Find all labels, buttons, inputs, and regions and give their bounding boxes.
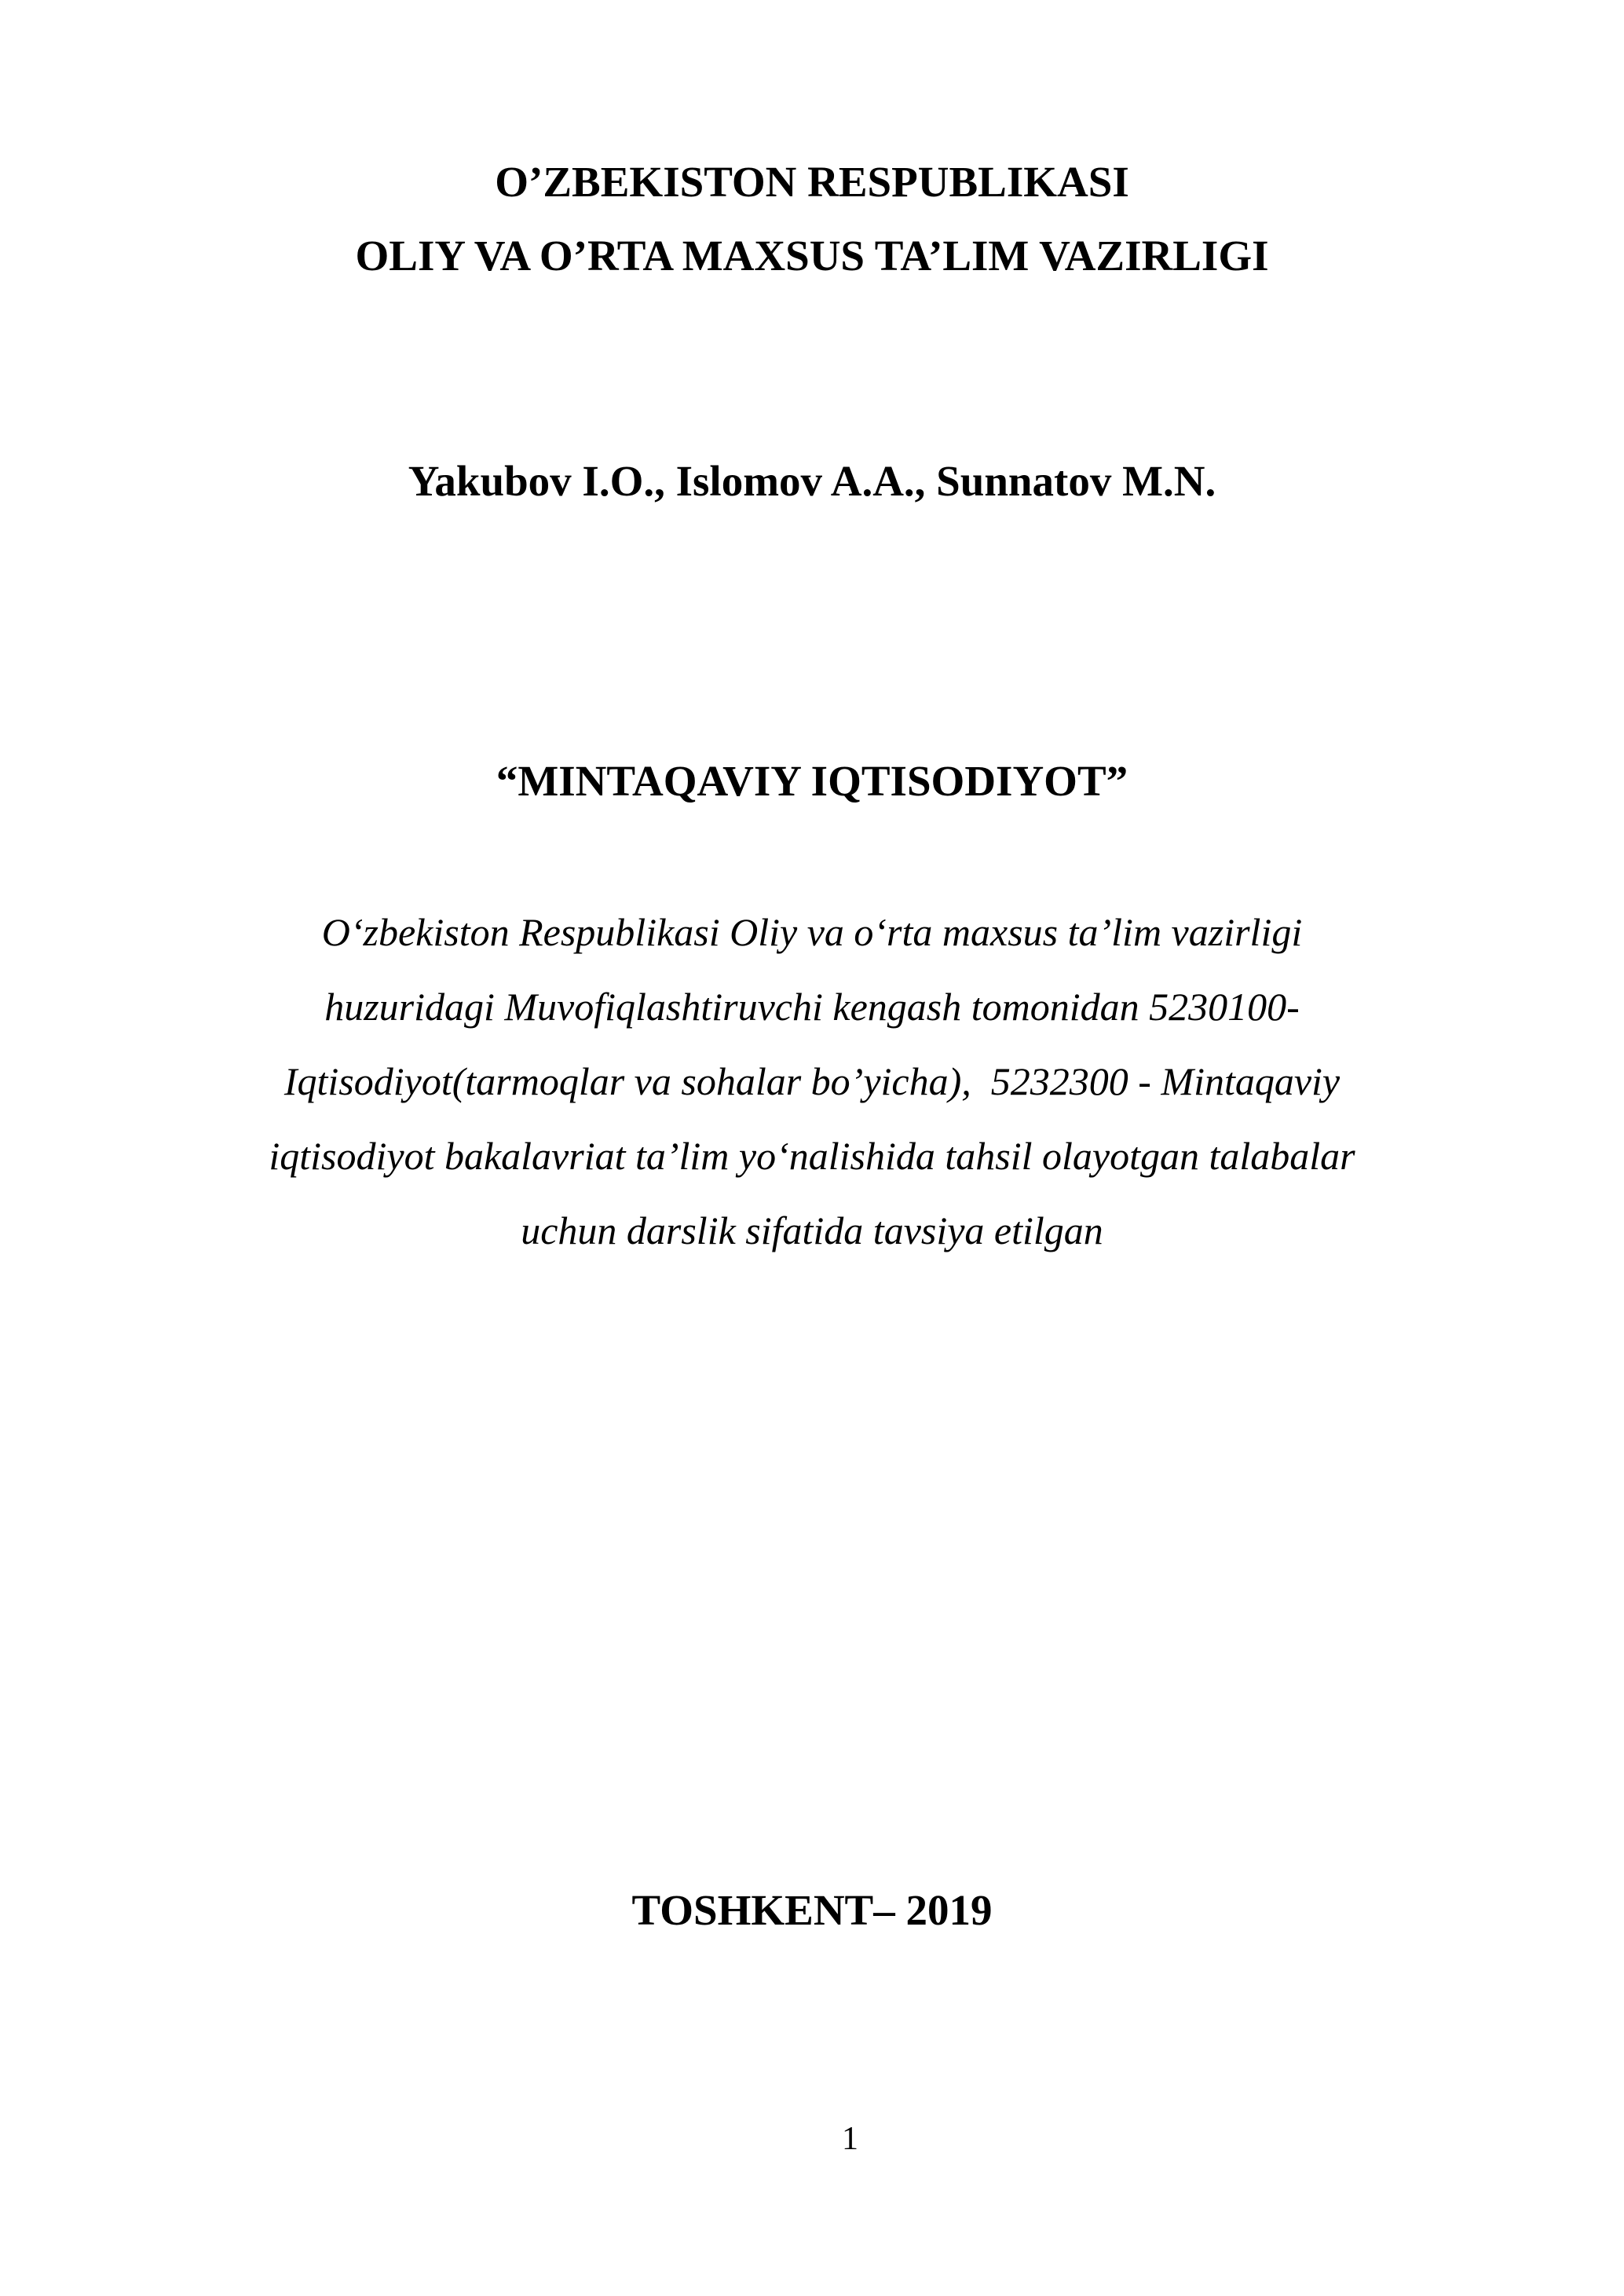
imprint-line: TOSHKENT– 2019 (631, 1886, 993, 1934)
page-number: 1 (842, 2121, 858, 2157)
authors-line: Yakubov I.O., Islomov A.A., Sunnatov M.N. (408, 457, 1216, 505)
annotation-line: iqtisodiyot bakalavriat ta’lim yoʻnalishida tahsil olayotgan talabalar (269, 1134, 1355, 1178)
ministry-header-line-1: O’ZBEKISTON RESPUBLIKASI (495, 158, 1129, 206)
annotation-paragraph (0, 895, 1624, 1268)
book-title: “MINTAQAVIY IQTISODIYOT” (496, 757, 1128, 805)
annotation-line: uchun darslik sifatida tavsiya etilgan (521, 1208, 1103, 1252)
ministry-header-line-2: OLIY VA O’RTA MAXSUS TA’LIM VAZIRLIGI (355, 232, 1269, 280)
annotation-line: huzuridagi Muvofiqlashtiruvchi kengash tomonidan 5230100- (324, 985, 1300, 1029)
annotation-line: Oʻzbekiston Respublikasi Oliy va oʻrta maxsus ta’lim vazirligi (321, 910, 1303, 954)
annotation-line: Iqtisodiyot(tarmoqlar va sohalar bo’yicha), 5232300 - Mintaqaviy (283, 1059, 1341, 1103)
